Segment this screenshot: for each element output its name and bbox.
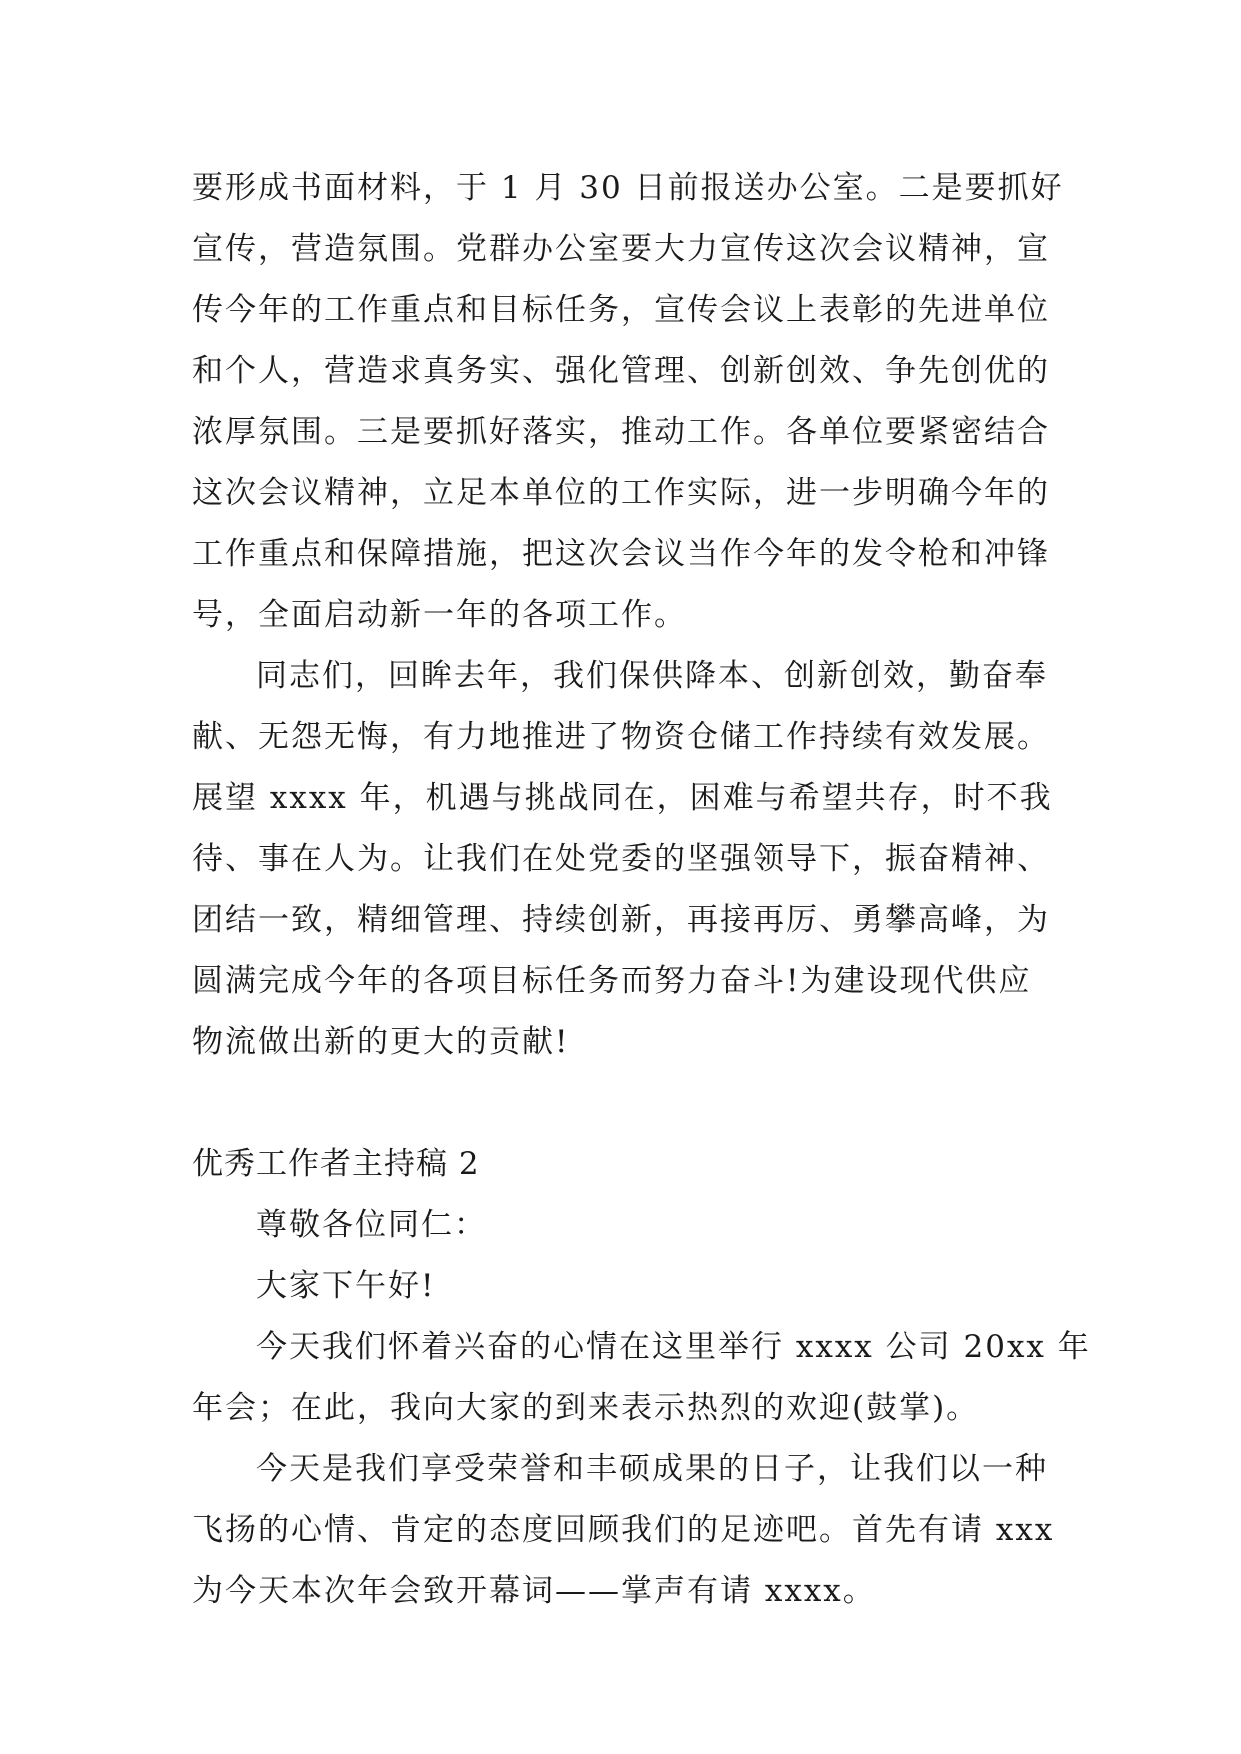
greeting: 大家下午好! xyxy=(256,1268,436,1304)
para2-line: 献、无怨无悔，有力地推进了物资仓储工作持续有效发展。 xyxy=(192,719,1050,755)
section-gap xyxy=(192,1073,1052,1134)
para1-line: 和个人，营造求真务实、强化管理、创新创效、争先创优的 xyxy=(192,353,1050,389)
para1-line: 浓厚氛围。三是要抓好落实，推动工作。各单位要紧密结合 xyxy=(192,414,1050,450)
salutation: 尊敬各位同仁： xyxy=(256,1207,487,1243)
para2-line: 待、事在人为。让我们在处党委的坚强领导下，振奋精神、 xyxy=(192,841,1050,877)
para1-line: 这次会议精神，立足本单位的工作实际，进一步明确今年的 xyxy=(192,475,1050,511)
para4-line: 今天是我们享受荣誉和丰硕成果的日子，让我们以一种 xyxy=(256,1451,1048,1487)
para4-line: 为今天本次年会致开幕词——掌声有请 xxxx。 xyxy=(192,1573,876,1609)
para2-line: 圆满完成今年的各项目标任务而努力奋斗!为建设现代供应 xyxy=(192,963,1032,999)
para2-line: 团结一致，精细管理、持续创新，再接再厉、勇攀高峰，为 xyxy=(192,902,1050,938)
document-body xyxy=(192,158,1091,1622)
para4-line: 飞扬的心情、肯定的态度回顾我们的足迹吧。首先有请 xxx xyxy=(192,1512,1055,1548)
para3-line: 年会；在此，我向大家的到来表示热烈的欢迎(鼓掌)。 xyxy=(192,1390,980,1426)
para1-line: 传今年的工作重点和目标任务，宣传会议上表彰的先进单位 xyxy=(192,292,1050,328)
para3-line: 今天我们怀着兴奋的心情在这里举行 xxxx 公司 20xx 年 xyxy=(256,1329,1091,1365)
para1-line: 号，全面启动新一年的各项工作。 xyxy=(192,597,687,633)
para2-line: 物流做出新的更大的贡献! xyxy=(192,1024,570,1060)
section-heading: 优秀工作者主持稿 2 xyxy=(192,1146,480,1182)
para1-line: 工作重点和保障措施，把这次会议当作今年的发令枪和冲锋 xyxy=(192,536,1050,572)
para2-line: 展望 xxxx 年，机遇与挑战同在，困难与希望共存，时不我 xyxy=(192,780,1053,816)
para2-line: 同志们，回眸去年，我们保供降本、创新创效，勤奋奉 xyxy=(256,658,1048,694)
para1-line: 要形成书面材料，于 1 月 30 日前报送办公室。二是要抓好 xyxy=(192,170,1064,206)
para1-line: 宣传，营造氛围。党群办公室要大力宣传这次会议精神，宣 xyxy=(192,231,1050,267)
